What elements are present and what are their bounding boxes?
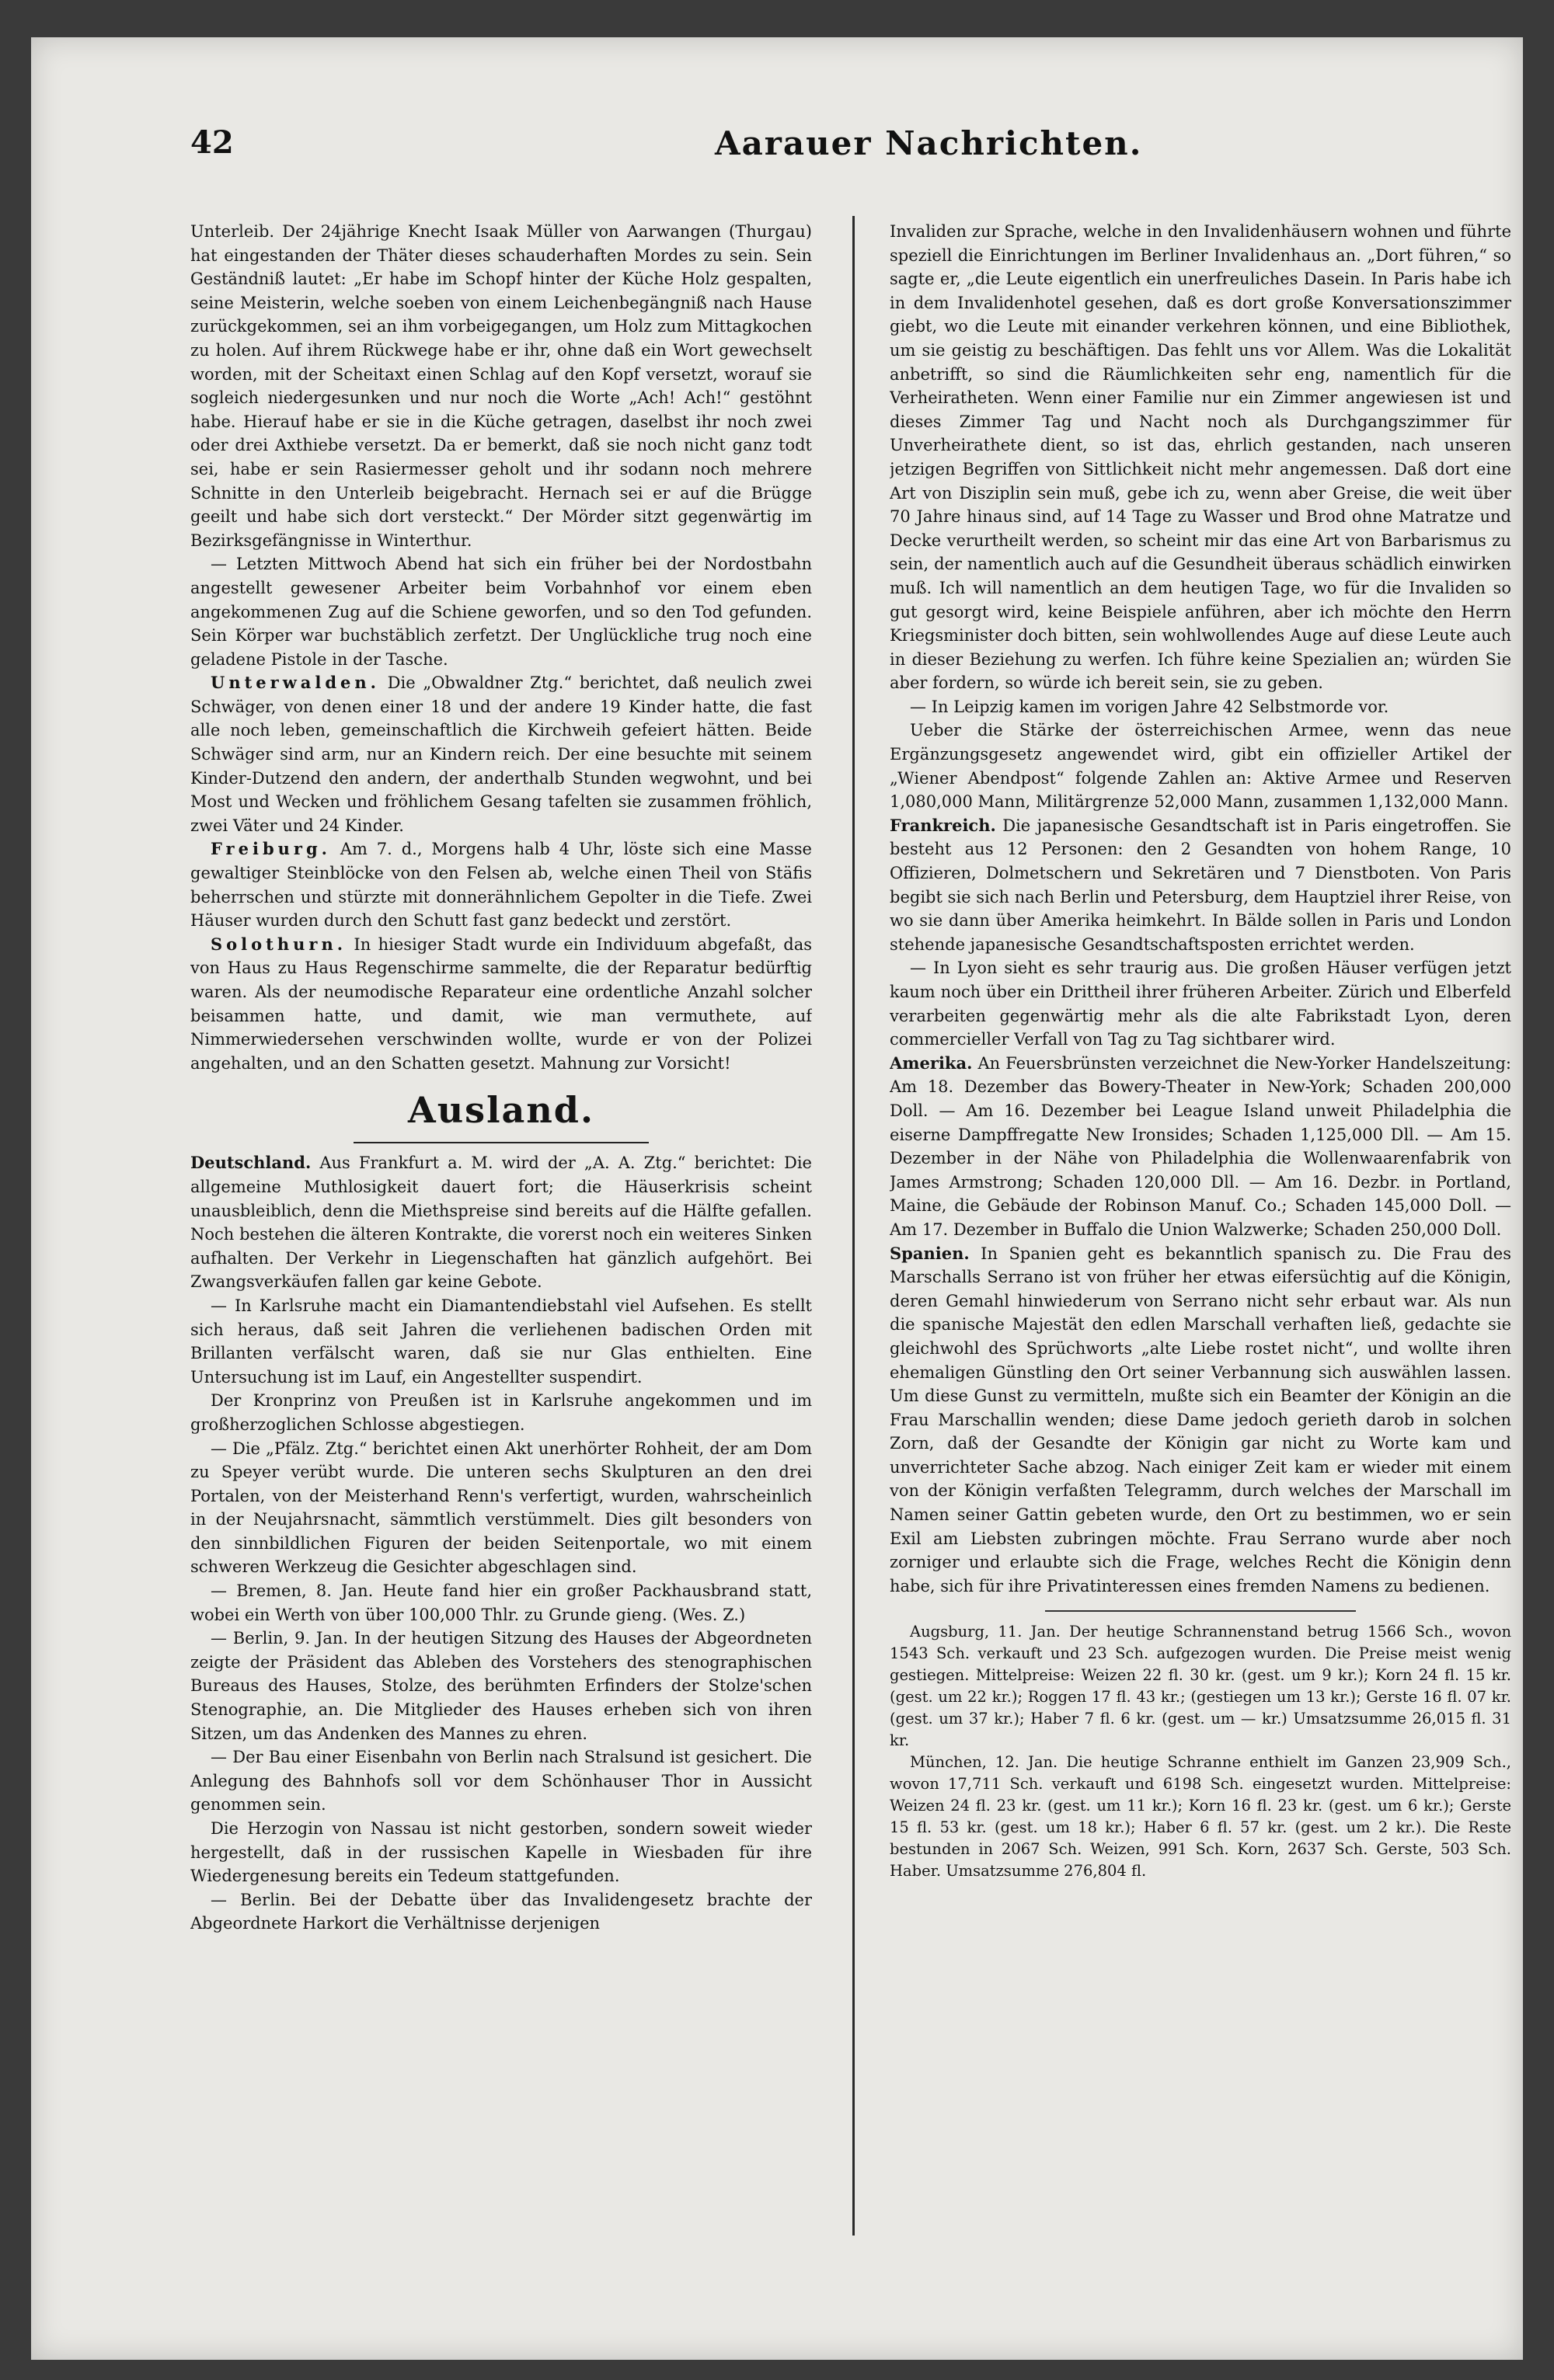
article-lyon: — In Lyon sieht es sehr traurig aus. Die großen Häuser verfügen jetzt kaum noch über ein Drittheil ihrer früheren Arbeiter. Zürich und Elberfeld verarbeiten gegenwärtig mehr als die alte Fabrikstadt Lyon, deren commercieller Verfall von Tag zu Tag sichtbarer wird. (890, 959, 1511, 1049)
article-unterwalden-text: Die „Obwaldner Ztg.“ berichtet, daß neulich zwei Schwäger, von denen einer 18 und der andere 19 Kinder hatte, die fast alle noch leben, gemeinschaftlich die Kirchweih gefeiert hätten. Beide Schwäger sind arm, nur an Kindern reich. Der eine besuchte mit seinem Kinder-Dutzend den andern, der anderthalb Stunden wegwohnt, und bei Most und Wecken und fröhlichem Gesang tafelten sie zusammen fröhlich, zwei Väter und 24 Kinder. (190, 673, 812, 835)
article-deutschland (190, 1151, 812, 1294)
article-spanien (890, 1242, 1511, 1599)
article-invaliden-cont: Invaliden zur Sprache, welche in den Invalidenhäusern wohnen und führte speziell die Einrichtungen im Berliner Invalidenhaus an. „Dort führen,“ so sagte er, „die Leute eigentlich ein unerfreuliches Dasein. In Paris habe ich in dem Invalidenhotel gesehen, daß es dort große Konversationszimmer giebt, wo die Leute mit einander verkehren können, und eine Bibliothek, um sie geistig zu beschäftigen. Das fehlt uns vor Allem. Was die Lokalität anbetrifft, so sind die Räumlichkeiten sehr eng, namentlich für die Verheiratheten. Wenn einer Familie nur ein Zimmer angewiesen ist und dieses Zimmer Tag und Nacht noch als Durchgangszimmer für Unverheirathete dient, so ist das, ehrlich gestanden, nach unseren jetzigen Begriffen von Sittlichkeit nicht mehr angemessen. Daß dort eine Art von Disziplin sein muß, gebe ich zu, wenn aber Greise, die weit über 70 Jahre hinaus sind, auf 14 Tage zu Wasser und Brod ohne Matratze und Decke verurtheilt werden, so scheint mir das eine Art von Barbarismus zu sein, der namentlich auch auf die Gesundheit überaus schädlich einwirken muß. Ich will namentlich an dem heutigen Tage, wo für die Invaliden so gut gesorgt wird, keine Beispiele anführen, aber ich möchte den Herrn Kriegsminister doch bitten, sein wohlwollendes Auge auf diese Leute auch in dieser Beziehung zu werfen. Ich führe keine Spezialien an; würden Sie aber fordern, so würde ich bereit sein, sie zu geben. (890, 222, 1511, 693)
place-heading-solothurn: Solothurn. (211, 934, 347, 954)
article-nassau: Die Herzogin von Nassau ist nicht gestorben, sondern soweit wieder hergestellt, daß in der russischen Kapelle in Wiesbaden für ihre Wiedergenesung bereits ein Tedeum stattgefunden. (190, 1819, 812, 1886)
country-heading-deutschland: Deutschland. (190, 1153, 312, 1173)
country-heading-amerika: Amerika. (890, 1053, 973, 1073)
newspaper-page (31, 37, 1523, 2360)
left-column (190, 220, 812, 2286)
article-kronprinz: Der Kronprinz von Preußen ist in Karlsruhe angekommen und im großherzoglichen Schlosse abgestiegen. (190, 1391, 812, 1434)
article-unterwalden (190, 671, 812, 837)
article-berlin-stolze: — Berlin, 9. Jan. In der heutigen Sitzung des Hauses der Abgeordneten zeigte der Präsident das Ableben des Vorstehers des stenographischen Bureaus des Hauses, Stolze, des berühmten Erfinders der Stolze'schen Stenographie, an. Die Mitglieder des Hauses erheben sich von ihren Sitzen, um das Andenken des Mannes zu ehren. (190, 1629, 812, 1743)
section-underline (354, 1142, 649, 1143)
article-murder-confession: Unterleib. Der 24jährige Knecht Isaak Müller von Aarwangen (Thurgau) hat eingestanden der Thäter dieses schauderhaften Mordes zu sein. Sein Geständniß lautet: „Er habe im Schopf hinter der Küche Holz gespalten, seine Meisterin, welche soeben von einem Leichenbegängniß nach Hause zurückgekommen, sei an ihm vorbeigegangen, um Holz zum Mittagkochen zu holen. Auf ihrem Rückwege habe er ihr, ohne daß ein Wort gewechselt worden, mit der Scheitaxt einen Schlag auf den Kopf versetzt, worauf sie sogleich niedergesunken und nur noch die Worte „Ach! Ach!“ gestöhnt habe. Hierauf habe er sie in die Küche getragen, daselbst ihr noch zwei oder drei Axthiebe versetzt. Da er bemerkt, daß sie noch nicht ganz todt sei, habe er sein Rasiermesser geholt und ihr sodann noch mehrere Schnitte in den Unterleib beigebracht. Hernach sei er auf die Brügge geeilt und habe sich dort versteckt.“ Der Mörder sitzt gegenwärtig im Bezirksgefängnisse in Winterthur. (190, 222, 812, 550)
market-report-augsburg: Augsburg, 11. Jan. Der heutige Schrannenstand betrug 1566 Sch., wovon 1543 Sch. verkauft und 23 Sch. aufgezogen wurden. Die Preise meist wenig gestiegen. Mittelpreise: Weizen 22 fl. 30 kr. (gest. um 9 kr.); Korn 24 fl. 15 kr. (gest. um 22 kr.); Roggen 17 fl. 43 kr.; (gestiegen um 13 kr.); Gerste 16 fl. 07 kr. (gest. um 37 kr.); Haber 7 fl. 6 kr. (gest. um — kr.) Umsatzsumme 26,015 fl. 31 kr. (890, 1623, 1511, 1750)
country-heading-spanien: Spanien. (890, 1243, 970, 1263)
article-karlsruhe-diamonds: — In Karlsruhe macht ein Diamantendiebstahl viel Aufsehen. Es stellt sich heraus, daß seit Jahren die verliehenen badischen Orden mit Brillanten verfälscht waren, daß sie nur Glas enthielten. Eine Untersuchung ist im Lauf, ein Angestellter suspendirt. (190, 1296, 812, 1387)
article-leipzig: — In Leipzig kamen im vorigen Jahre 42 Selbstmorde vor. (910, 697, 1389, 716)
article-solothurn (190, 933, 812, 1076)
article-deutschland-text: Aus Frankfurt a. M. wird der „A. A. Ztg.“ berichtet: Die allgemeine Muthlosigkeit dauert fort; die Häuserkrisis scheint unausbleiblich, denn die Miethspreise sind bereits auf die Hälfte gefallen. Noch bestehen die älteren Kontrakte, die vorerst noch ein weiteres Sinken aufhalten. Der Verkehr in Liegenschaften hat gänzlich aufgehört. Bei Zwangsverkäufen fallen gar keine Gebote. (190, 1153, 812, 1292)
article-frankreich-text: Die japanesische Gesandtschaft ist in Paris eingetroffen. Sie besteht aus 12 Personen: den 2 Gesandten von hohem Range, 10 Offizieren, Dolmetschern und Sekretären und 7 Dienstboten. Von Paris begibt sie sich nach Berlin und Petersburg, dem Hauptziel ihrer Reise, von wo sie dann über Amerika heimkehrt. In Bälde sollen in Paris und London stehende japanesische Gesandtschaftsposten errichtet werden. (890, 816, 1511, 954)
article-bremen: — Bremen, 8. Jan. Heute fand hier ein großer Packhausbrand statt, wobei ein Werth von über 100,000 Thlr. zu Grunde gieng. (Wes. Z.) (190, 1581, 812, 1624)
article-speyer: — Die „Pfälz. Ztg.“ berichtet einen Akt unerhörter Rohheit, der am Dom zu Speyer verübt wurde. Die unteren sechs Skulpturen an den drei Portalen, von der Meisterhand Renn's verfertigt, wurden, wahrscheinlich in der Neujahrsnacht, sämmtlich verstümmelt. Dies gilt besonders von den sinnbildlichen Figuren der beiden Seitenportale, wo mit einem schweren Werkzeug die Gesichter abgeschlagen sind. (190, 1439, 812, 1577)
article-berlin-invaliden: — Berlin. Bei der Debatte über das Invalidengesetz brachte der Abgeordnete Harkort die Verhältnisse derjenigen (190, 1890, 812, 1933)
article-frankreich (890, 814, 1511, 957)
page-header (190, 124, 1511, 194)
page-number: 42 (190, 124, 234, 161)
place-heading-freiburg: Freiburg. (211, 839, 331, 859)
masthead-title: Aarauer Nachrichten. (715, 124, 1143, 162)
right-column (890, 220, 1511, 2286)
article-solothurn-text: In hiesiger Stadt wurde ein Individuum abgefaßt, das von Haus zu Haus Regenschirme sammelte, die der Reparatur bedürftig waren. Als der neumodische Reparateur eine ordentliche Anzahl solcher beisammen hatte, und damit, wie man vermuthete, auf Nimmerwiedersehen verschwinden wollte, wurde er von der Polizei angehalten, und an den Schatten gesetzt. Mahnung zur Vorsicht! (190, 934, 812, 1073)
article-berlin-railway: — Der Bau einer Eisenbahn von Berlin nach Stralsund ist gesichert. Die Anlegung des Bahnhofs soll vor dem Schönhauser Thor in Aussicht genommen sein. (190, 1748, 812, 1815)
article-amerika-text: An Feuersbrünsten verzeichnet die New-Yorker Handelszeitung: Am 18. Dezember das Bowery-Theater in New-York; Schaden 200,000 Doll. — Am 16. Dezember bei League Island unweit Philadelphia die eiserne Dampffregatte New Ironsides; Schaden 1,125,000 Dll. — Am 15. Dezember in der Nähe von Philadelphia die Wollenwaarenfabrik von James Armstrong; Schaden 120,000 Dll. — Am 16. Dezbr. in Portland, Maine, die Gebäude der Robinson Manuf. Co.; Schaden 145,000 Doll. — Am 17. Dezember in Buffalo die Union Walzwerke; Schaden 250,000 Doll. (890, 1053, 1511, 1239)
place-heading-unterwalden: Unterwalden. (211, 673, 380, 693)
article-freiburg-text: Am 7. d., Morgens halb 4 Uhr, löste sich eine Masse gewaltiger Steinblöcke von den Felsen ab, welche einen Theil von Stäfis beherrschen und stürzte mit donnerähnlichem Gepolter in die Tiefe. Zwei Häuser wurden durch den Schutt fast ganz bedeckt und zerstört. (190, 840, 812, 931)
section-title-ausland: Ausland. (408, 1089, 594, 1132)
article-amerika (890, 1052, 1511, 1242)
country-heading-frankreich: Frankreich. (890, 815, 996, 835)
article-freiburg (190, 837, 812, 932)
article-spanien-text: In Spanien geht es bekanntlich spanisch zu. Die Frau des Marschalls Serrano ist von früher her etwas eifersüchtig auf die Königin, deren Gemahl hinwiederum von Serrano nicht sehr erbaut war. Als nun die spanische Majestät den edlen Marschall verhaften ließ, gedachte sie gleichwohl des Sprüchworts „alte Liebe rostet nicht“, und wollte ihren ehemaligen Günstling den Ort seiner Verbannung sich auswählen lassen. Um diese Gunst zu vermitteln, mußte sich ein Beamter der Königin an die Frau Marschallin wenden; diese Dame jedoch gerieth darob in solchen Zorn, daß der Gesandte der Königin gar nicht zu Worte kam und unverrichteter Sache abzog. Nach einiger Zeit kam er wieder mit einem von der Königin verfaßten Telegramm, durch welches der Marschall im Namen seiner Gattin gebeten wurde, den Ort zu bestimmen, wo er sein Exil am Liebsten zubringen möchte. Frau Serrano wurde aber noch zorniger und erlaubte sich die Frage, welches Recht die Königin denn habe, sich für ihre Privatinteressen eines fremden Namens zu bedienen. (890, 1244, 1511, 1595)
article-rail-suicide: — Letzten Mittwoch Abend hat sich ein früher bei der Nordostbahn angestellt gewesener Arbeiter beim Vorbahnhof vor einem eben angekommenen Zug auf die Schiene geworfen, und so den Tod gefunden. Sein Körper war buchstäblich zerfetzt. Der Unglückliche trug noch eine geladene Pistole in der Tasche. (190, 555, 812, 669)
column-divider (852, 216, 855, 2236)
article-austria-army: Ueber die Stärke der österreichischen Armee, wenn das neue Ergänzungsgesetz angewendet wird, gibt ein offizieller Artikel der „Wiener Abendpost“ folgende Zahlen an: Aktive Armee und Reserven 1,080,000 Mann, Militärgrenze 52,000 Mann, zusammen 1,132,000 Mann. (890, 721, 1511, 812)
market-separator (1045, 1610, 1356, 1612)
market-report-muenchen: München, 12. Jan. Die heutige Schranne enthielt im Ganzen 23,909 Sch., wovon 17,711 Sch. verkauft und 6198 Sch. eingesetzt wurden. Mittelpreise: Weizen 24 fl. 23 kr. (gest. um 11 kr.); Korn 16 fl. 23 kr. (gest. um 6 kr.); Gerste 15 fl. 53 kr. (gest. um 18 kr.); Haber 6 fl. 57 kr. (gest. um 2 kr.). Die Reste bestunden in 2067 Sch. Weizen, 991 Sch. Korn, 2637 Sch. Gerste, 503 Sch. Haber. Umsatzsumme 276,804 fl. (890, 1753, 1511, 1881)
